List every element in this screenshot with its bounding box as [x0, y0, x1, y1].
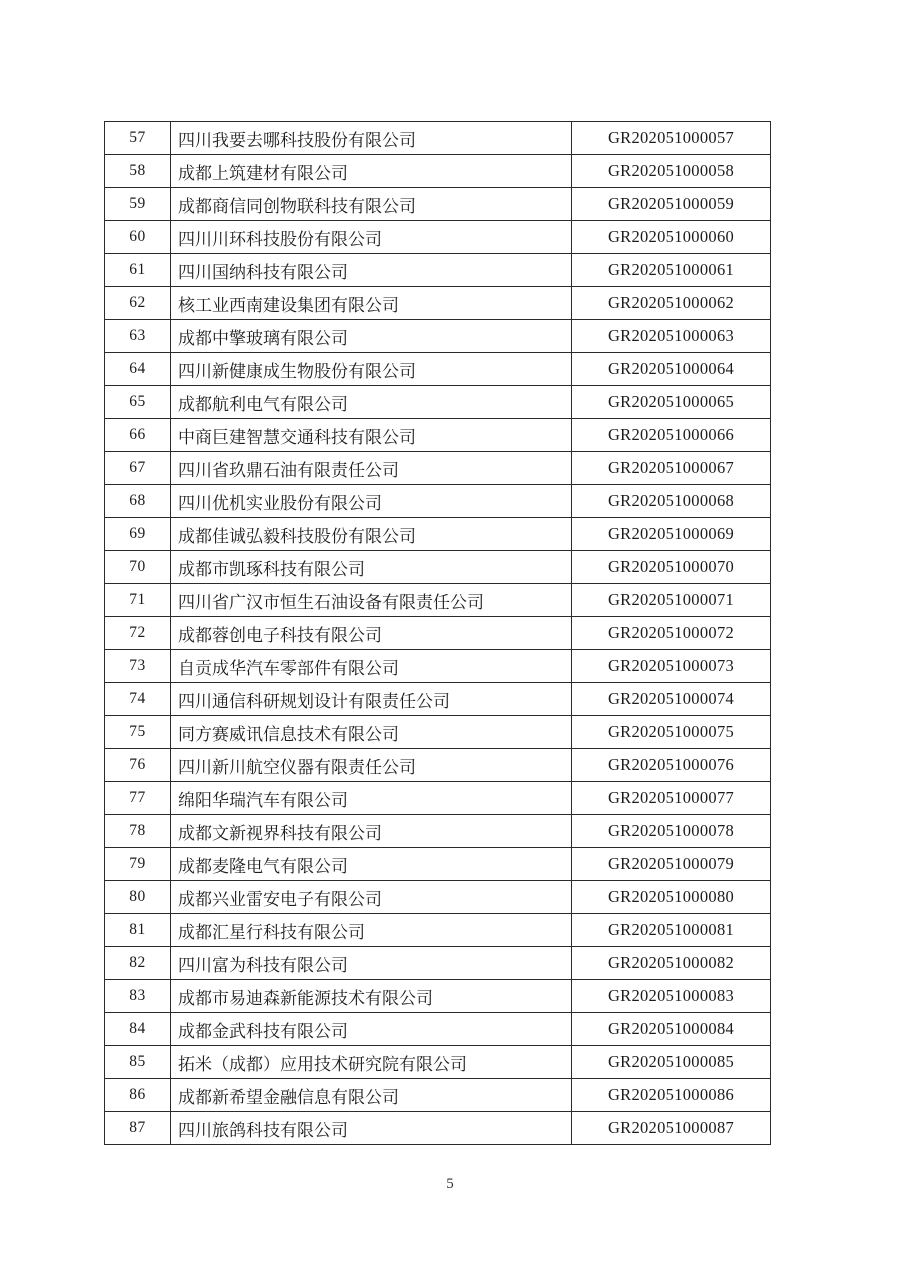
row-index: 59: [105, 188, 171, 221]
certificate-number: GR202051000059: [572, 188, 771, 221]
row-index: 84: [105, 1013, 171, 1046]
table-row: [105, 254, 771, 287]
row-index: 77: [105, 782, 171, 815]
company-name: 成都航利电气有限公司: [171, 386, 572, 419]
row-index: 82: [105, 947, 171, 980]
certificate-number: GR202051000074: [572, 683, 771, 716]
company-name: 四川新川航空仪器有限责任公司: [171, 749, 572, 782]
table-row: [105, 122, 771, 155]
row-index: 86: [105, 1079, 171, 1112]
row-index: 68: [105, 485, 171, 518]
certificate-number: GR202051000087: [572, 1112, 771, 1145]
row-index: 75: [105, 716, 171, 749]
company-name: 四川省玖鼎石油有限责任公司: [171, 452, 572, 485]
certificate-number: GR202051000062: [572, 287, 771, 320]
table-row: [105, 584, 771, 617]
row-index: 76: [105, 749, 171, 782]
company-name: 成都汇星行科技有限公司: [171, 914, 572, 947]
company-name: 成都麦隆电气有限公司: [171, 848, 572, 881]
certificate-number: GR202051000072: [572, 617, 771, 650]
certificate-number: GR202051000080: [572, 881, 771, 914]
page-number: 5: [446, 1176, 454, 1192]
certificate-number: GR202051000067: [572, 452, 771, 485]
certificate-number: GR202051000069: [572, 518, 771, 551]
company-name: 自贡成华汽车零部件有限公司: [171, 650, 572, 683]
table-row: [105, 716, 771, 749]
row-index: 64: [105, 353, 171, 386]
table-row: [105, 782, 771, 815]
table-row: [105, 980, 771, 1013]
table-row: [105, 650, 771, 683]
certificate-number: GR202051000084: [572, 1013, 771, 1046]
row-index: 78: [105, 815, 171, 848]
row-index: 57: [105, 122, 171, 155]
row-index: 74: [105, 683, 171, 716]
table-row: [105, 617, 771, 650]
table-row: [105, 881, 771, 914]
row-index: 71: [105, 584, 171, 617]
certificate-number: GR202051000060: [572, 221, 771, 254]
company-name: 四川我要去哪科技股份有限公司: [171, 122, 572, 155]
company-name: 成都蓉创电子科技有限公司: [171, 617, 572, 650]
company-name: 四川新健康成生物股份有限公司: [171, 353, 572, 386]
row-index: 85: [105, 1046, 171, 1079]
company-name: 四川川环科技股份有限公司: [171, 221, 572, 254]
table-row: [105, 320, 771, 353]
certificate-number: GR202051000073: [572, 650, 771, 683]
company-name: 成都市易迪森新能源技术有限公司: [171, 980, 572, 1013]
company-name: 成都新希望金融信息有限公司: [171, 1079, 572, 1112]
certificate-number: GR202051000057: [572, 122, 771, 155]
company-name: 成都商信同创物联科技有限公司: [171, 188, 572, 221]
row-index: 70: [105, 551, 171, 584]
company-certificate-table: [104, 121, 771, 1145]
row-index: 66: [105, 419, 171, 452]
table-row: [105, 419, 771, 452]
company-name: 绵阳华瑞汽车有限公司: [171, 782, 572, 815]
company-name: 拓米（成都）应用技术研究院有限公司: [171, 1046, 572, 1079]
table-row: [105, 1013, 771, 1046]
row-index: 80: [105, 881, 171, 914]
table-row: [105, 1112, 771, 1145]
row-index: 61: [105, 254, 171, 287]
row-index: 73: [105, 650, 171, 683]
company-name: 成都文新视界科技有限公司: [171, 815, 572, 848]
company-name: 成都市凯琢科技有限公司: [171, 551, 572, 584]
certificate-number: GR202051000071: [572, 584, 771, 617]
company-name: 成都中擎玻璃有限公司: [171, 320, 572, 353]
table-row: [105, 518, 771, 551]
table-row: [105, 452, 771, 485]
row-index: 87: [105, 1112, 171, 1145]
table-row: [105, 188, 771, 221]
row-index: 58: [105, 155, 171, 188]
table-row: [105, 221, 771, 254]
certificate-number: GR202051000076: [572, 749, 771, 782]
company-name: 成都兴业雷安电子有限公司: [171, 881, 572, 914]
company-name: 核工业西南建设集团有限公司: [171, 287, 572, 320]
company-name: 成都上筑建材有限公司: [171, 155, 572, 188]
row-index: 72: [105, 617, 171, 650]
row-index: 62: [105, 287, 171, 320]
row-index: 63: [105, 320, 171, 353]
company-name: 四川省广汉市恒生石油设备有限责任公司: [171, 584, 572, 617]
table-row: [105, 386, 771, 419]
table-row: [105, 287, 771, 320]
table-row: [105, 155, 771, 188]
certificate-number: GR202051000075: [572, 716, 771, 749]
company-name: 成都佳诚弘毅科技股份有限公司: [171, 518, 572, 551]
table-body: [105, 122, 771, 1145]
certificate-number: GR202051000078: [572, 815, 771, 848]
certificate-number: GR202051000065: [572, 386, 771, 419]
table-row: [105, 551, 771, 584]
row-index: 65: [105, 386, 171, 419]
certificate-number: GR202051000079: [572, 848, 771, 881]
table-row: [105, 683, 771, 716]
company-name: 四川优机实业股份有限公司: [171, 485, 572, 518]
certificate-number: GR202051000058: [572, 155, 771, 188]
table-row: [105, 848, 771, 881]
company-name: 中商巨建智慧交通科技有限公司: [171, 419, 572, 452]
table-row: [105, 1046, 771, 1079]
certificate-number: GR202051000083: [572, 980, 771, 1013]
table-row: [105, 485, 771, 518]
table-row: [105, 1079, 771, 1112]
table-row: [105, 914, 771, 947]
table-row: [105, 749, 771, 782]
company-name: 四川通信科研规划设计有限责任公司: [171, 683, 572, 716]
table-row: [105, 947, 771, 980]
company-name: 同方赛威讯信息技术有限公司: [171, 716, 572, 749]
certificate-number: GR202051000070: [572, 551, 771, 584]
table-row: [105, 815, 771, 848]
row-index: 67: [105, 452, 171, 485]
certificate-number: GR202051000082: [572, 947, 771, 980]
certificate-number: GR202051000068: [572, 485, 771, 518]
table-row: [105, 353, 771, 386]
certificate-number: GR202051000064: [572, 353, 771, 386]
certificate-number: GR202051000063: [572, 320, 771, 353]
certificate-number: GR202051000061: [572, 254, 771, 287]
row-index: 60: [105, 221, 171, 254]
certificate-number: GR202051000077: [572, 782, 771, 815]
company-name: 四川旅鸽科技有限公司: [171, 1112, 572, 1145]
certificate-number: GR202051000086: [572, 1079, 771, 1112]
certificate-number: GR202051000081: [572, 914, 771, 947]
company-name: 四川富为科技有限公司: [171, 947, 572, 980]
row-index: 83: [105, 980, 171, 1013]
certificate-number: GR202051000066: [572, 419, 771, 452]
certificate-number: GR202051000085: [572, 1046, 771, 1079]
row-index: 81: [105, 914, 171, 947]
company-name: 成都金武科技有限公司: [171, 1013, 572, 1046]
row-index: 69: [105, 518, 171, 551]
company-name: 四川国纳科技有限公司: [171, 254, 572, 287]
row-index: 79: [105, 848, 171, 881]
